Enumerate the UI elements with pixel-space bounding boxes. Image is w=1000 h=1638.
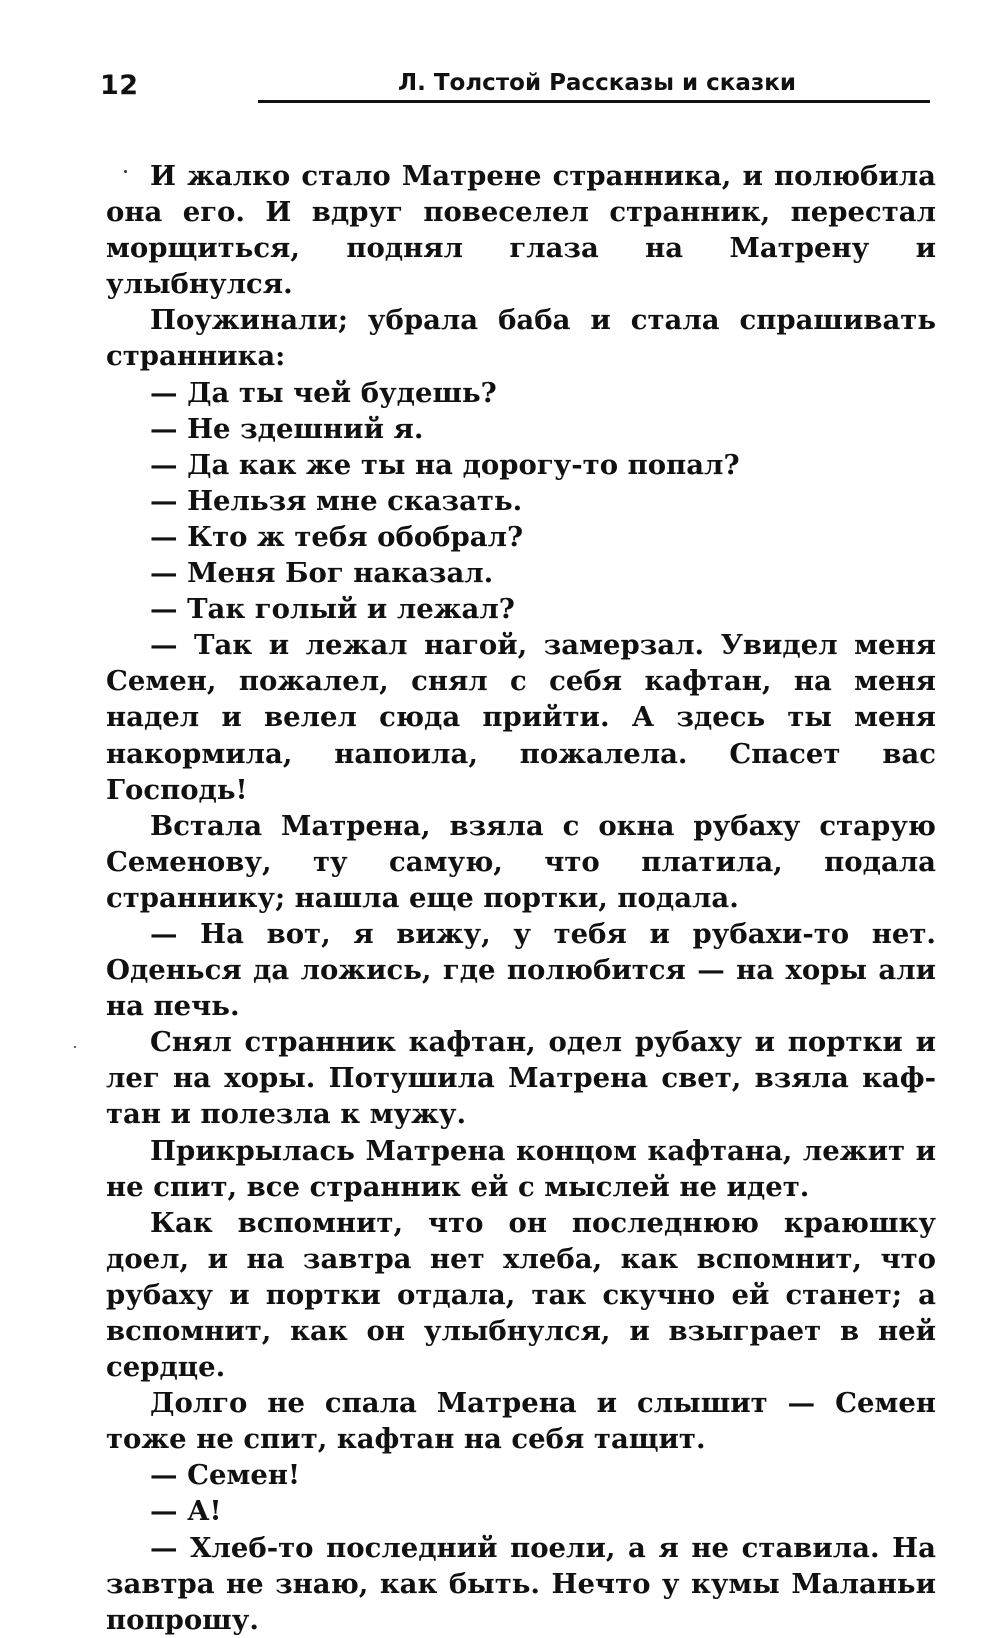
page-number: 12 <box>100 70 139 101</box>
paragraph: И жалко стало Матрене странника, и полюбила она его. И вдруг повеселел странник, перестал морщиться, поднял глаза на Матрену и улыбнулся. <box>106 160 936 301</box>
dialogue-line: — Нельзя мне сказать. <box>150 484 523 517</box>
paragraph: Как вспомнит, что он последнюю краюшку доел, и на завтра нет хлеба, как вспомнит, что рубаху и портки отдала, так скучно ей станет; а вспомнит, как он улыбнулся, и взыграет в ней сердце. <box>106 1206 936 1384</box>
dialogue-line: — На вот, я вижу, у тебя и рубахи-то нет. Оденься да ложись, где полюбится — на хоры али на печь. <box>106 917 936 1023</box>
dialogue-line: — Кто ж тебя обобрал? <box>150 520 524 553</box>
page-header <box>100 64 930 110</box>
paragraph: Поужинали; убрала баба и стала спрашивать странника: <box>106 304 936 373</box>
dialogue-line: — А! <box>150 1495 222 1528</box>
dialogue-line: — Семен! <box>150 1459 301 1492</box>
dialogue-line: — Так и лежал нагой, замерзал. Увидел меня Семен, пожалел, снял с себя кафтан, на меня надел и велел сюда прийти. А здесь ты меня накормила, напоила, пожалела. Спасет вас Господь! <box>106 629 936 806</box>
dialogue-line: — Не здешний я. <box>150 412 424 445</box>
print-speck <box>74 1046 76 1048</box>
dialogue-line: — Да ты чей будешь? <box>150 376 497 409</box>
dialogue-line: — Меня Бог наказал. <box>150 557 494 590</box>
body-text <box>106 158 936 1638</box>
header-rule <box>258 100 930 103</box>
running-head: Л. Толстой Рассказы и сказки <box>398 70 796 96</box>
dialogue-line: — Так голый и лежал? <box>150 593 515 626</box>
paragraph: Снял странник кафтан, одел рубаху и портки и лег на хоры. Потушила Матрена свет, взяла кафтан и полезла к мужу. <box>106 1026 936 1131</box>
paragraph: Прикрылась Матрена концом кафтана, лежит и не спит, все странник ей с мыслей не идет. <box>106 1134 936 1203</box>
dialogue-line: — Да как же ты на дорогу-то попал? <box>150 448 740 481</box>
dialogue-line: — Хлеб-то последний поели, а я не ставила. На завтра не знаю, как быть. Нечто у кумы Маланьи попрошу. <box>106 1531 936 1636</box>
paragraph: Встала Матрена, взяла с окна рубаху старую Семенову, ту самую, что платила, подала страннику; нашла еще портки, подала. <box>106 809 936 914</box>
paragraph: Долго не спала Матрена и слышит — Семен тоже не спит, кафтан на себя тащит. <box>106 1387 936 1456</box>
